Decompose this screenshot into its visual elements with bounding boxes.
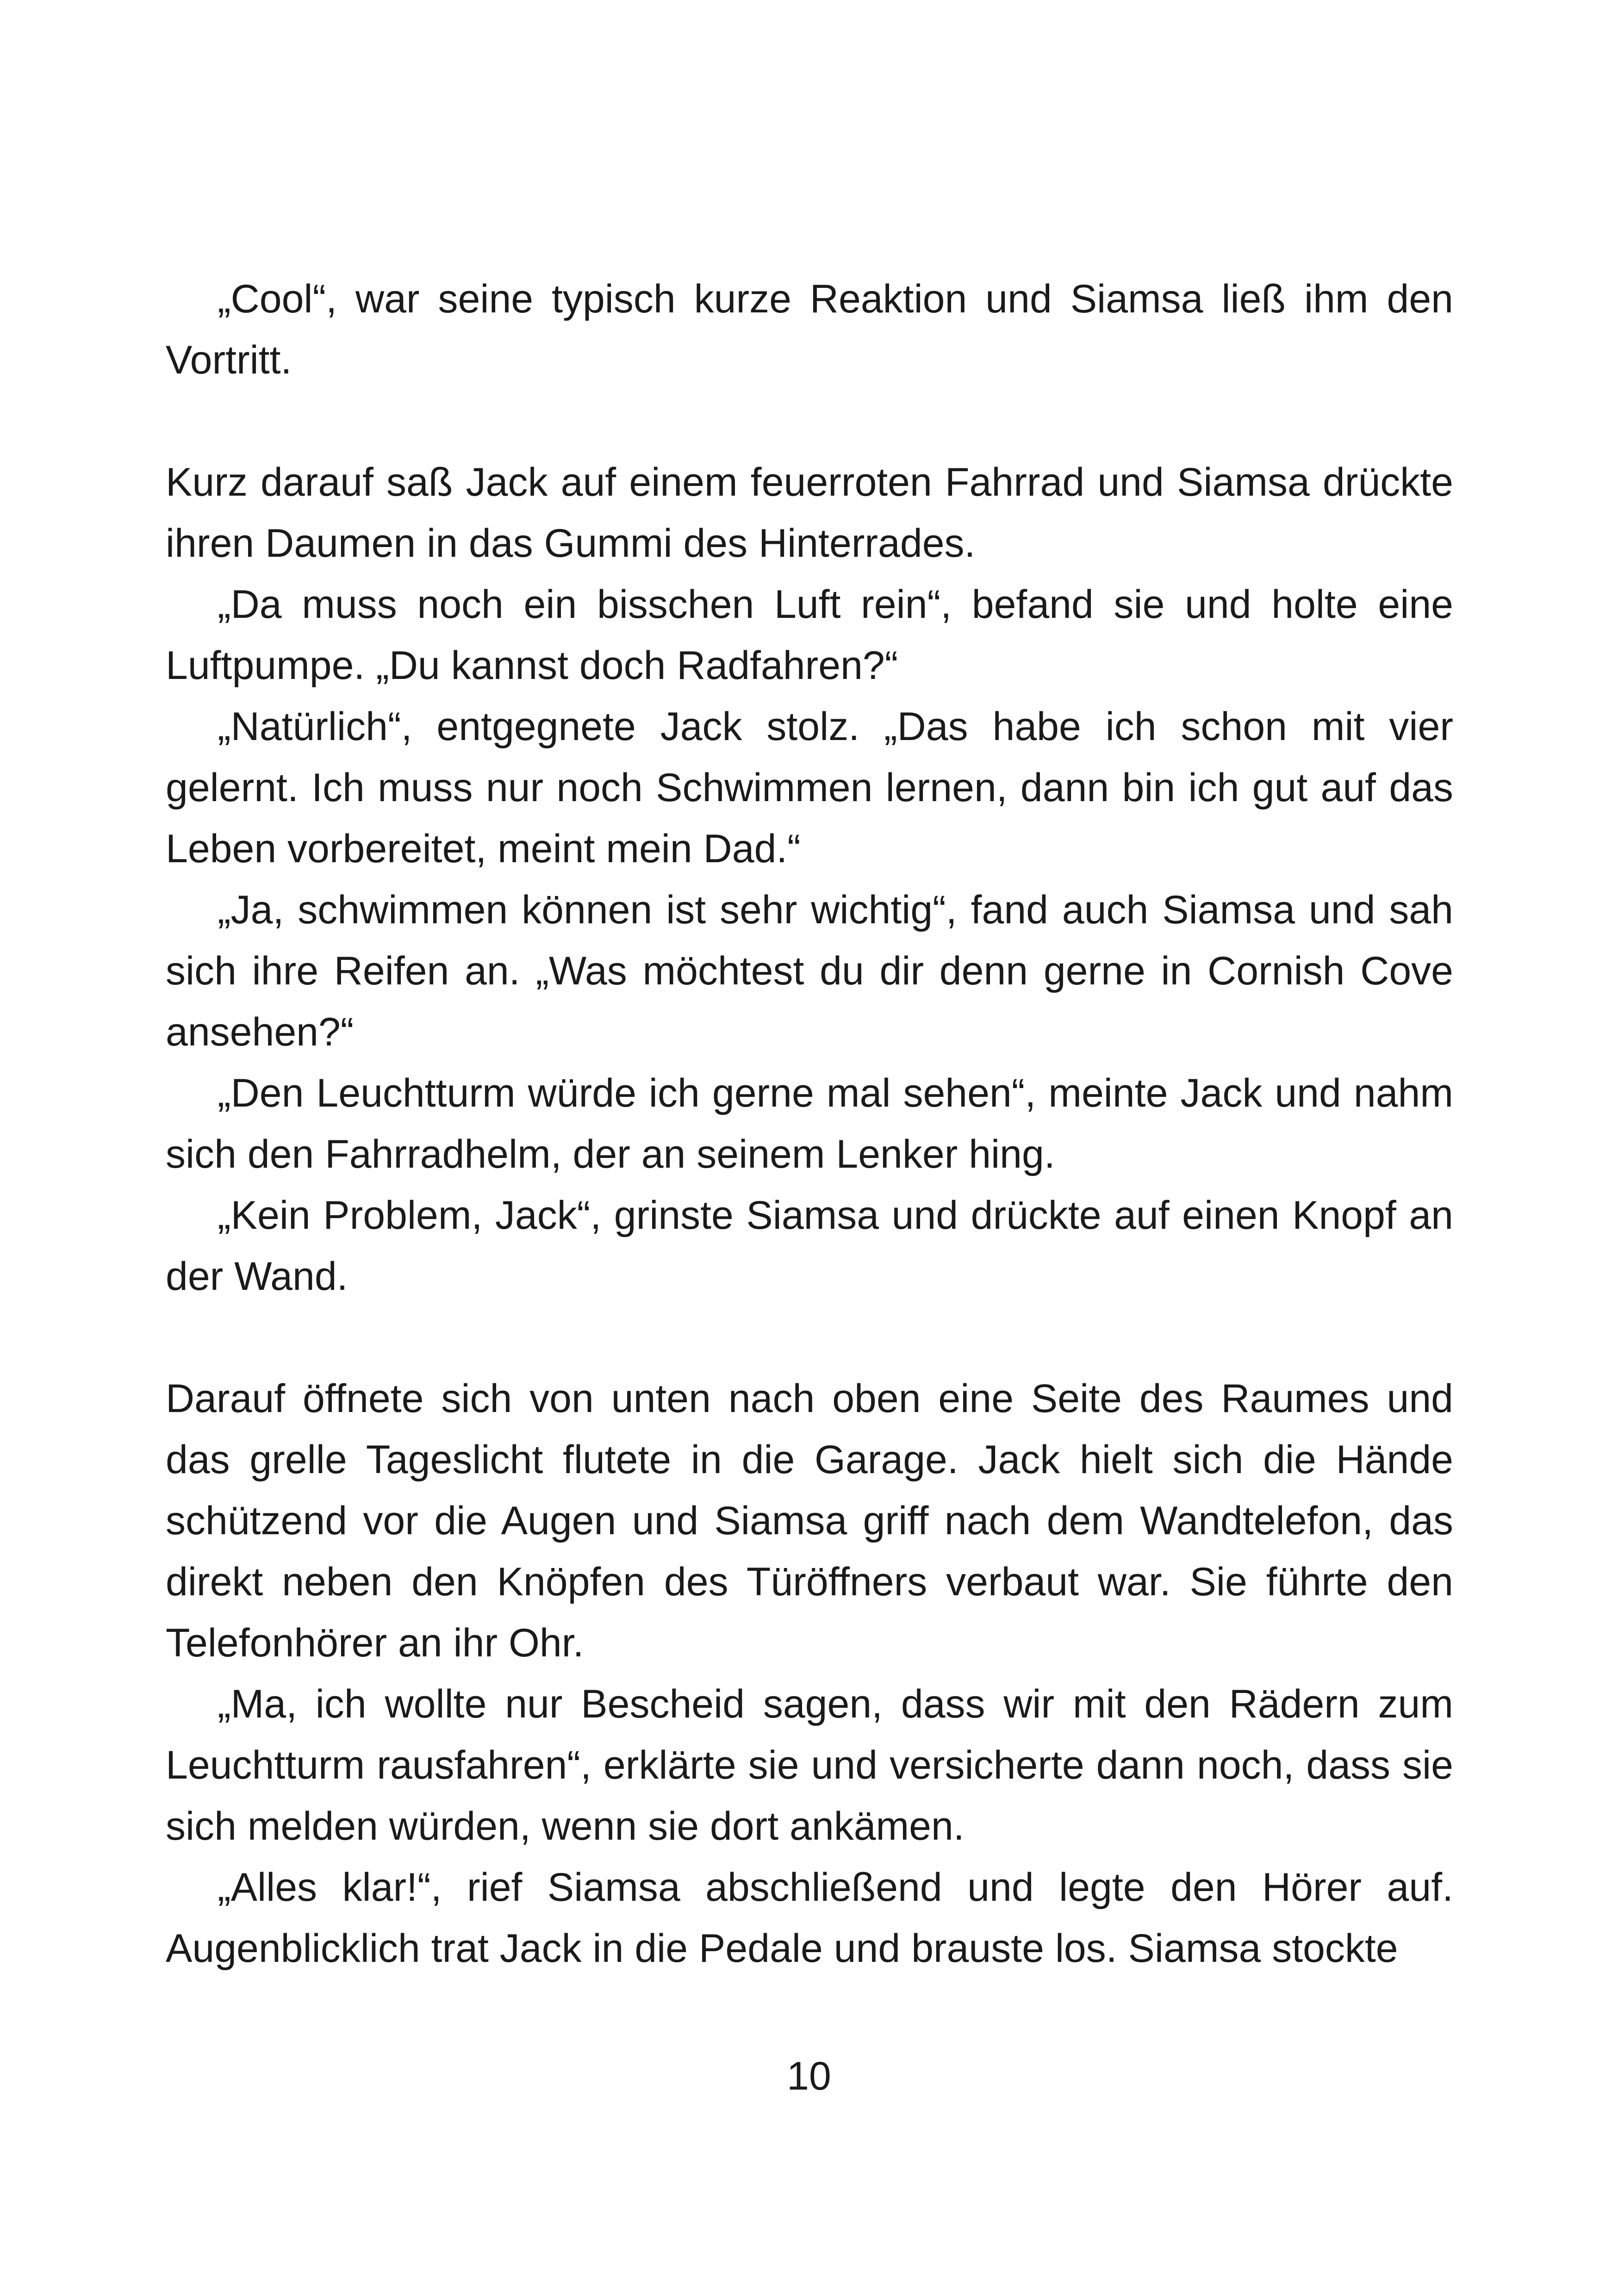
- paragraph-8: Darauf öffnete sich von unten nach oben eine Seite des Raumes und das grelle Tageslicht flutete in die Garage. Jack hielt sich die Hände schützend vor die Augen und Siamsa griff nach dem Wandtelefon, das direkt neben den Knöpfen des Türöffners verbaut war. Sie führte den Telefonhörer an ihr Ohr.: [166, 1376, 1453, 1665]
- paragraph-6: „Den Leuchtturm würde ich gerne mal sehen“, meinte Jack und nahm sich den Fahrradhelm, der an seinem Lenker hing.: [166, 1071, 1453, 1176]
- paragraph-3: „Da muss noch ein bisschen Luft rein“, befand sie und holte eine Luftpumpe. „Du kannst doch Radfahren?“: [166, 582, 1453, 688]
- paragraph-4: „Natürlich“, entgegnete Jack stolz. „Das habe ich schon mit vier gelernt. Ich muss nur noch Schwimmen lernen, dann bin ich gut auf das Leben vorbereitet, meint mein Dad.“: [166, 704, 1453, 871]
- paragraph-7: „Kein Problem, Jack“, grinste Siamsa und drückte auf einen Knopf an der Wand.: [166, 1193, 1453, 1299]
- page-number: 10: [787, 2054, 831, 2098]
- paragraph-5: „Ja, schwimmen können ist sehr wichtig“, fand auch Siamsa und sah sich ihre Reifen an. „Was möchtest du dir denn gerne in Cornish Cove ansehen?“: [166, 888, 1453, 1054]
- paragraph-9: „Ma, ich wollte nur Bescheid sagen, dass wir mit den Rädern zum Leuchtturm rausfahren“, erklärte sie und versicherte dann noch, dass sie sich melden würden, wenn sie dort ankämen.: [166, 1682, 1453, 1848]
- paragraph-2: Kurz darauf saß Jack auf einem feuerroten Fahrrad und Siamsa drückte ihren Daumen in das Gummi des Hinterrades.: [166, 460, 1453, 566]
- paragraph-1: „Cool“, war seine typisch kurze Reaktion und Siamsa ließ ihm den Vortritt.: [166, 277, 1453, 382]
- body-text: [166, 268, 1453, 1979]
- paragraph-10: „Alles klar!“, rief Siamsa abschließend und legte den Hörer auf. Augenblicklich trat Jack in die Pedale und brauste los. Siamsa stockte: [166, 1865, 1453, 1971]
